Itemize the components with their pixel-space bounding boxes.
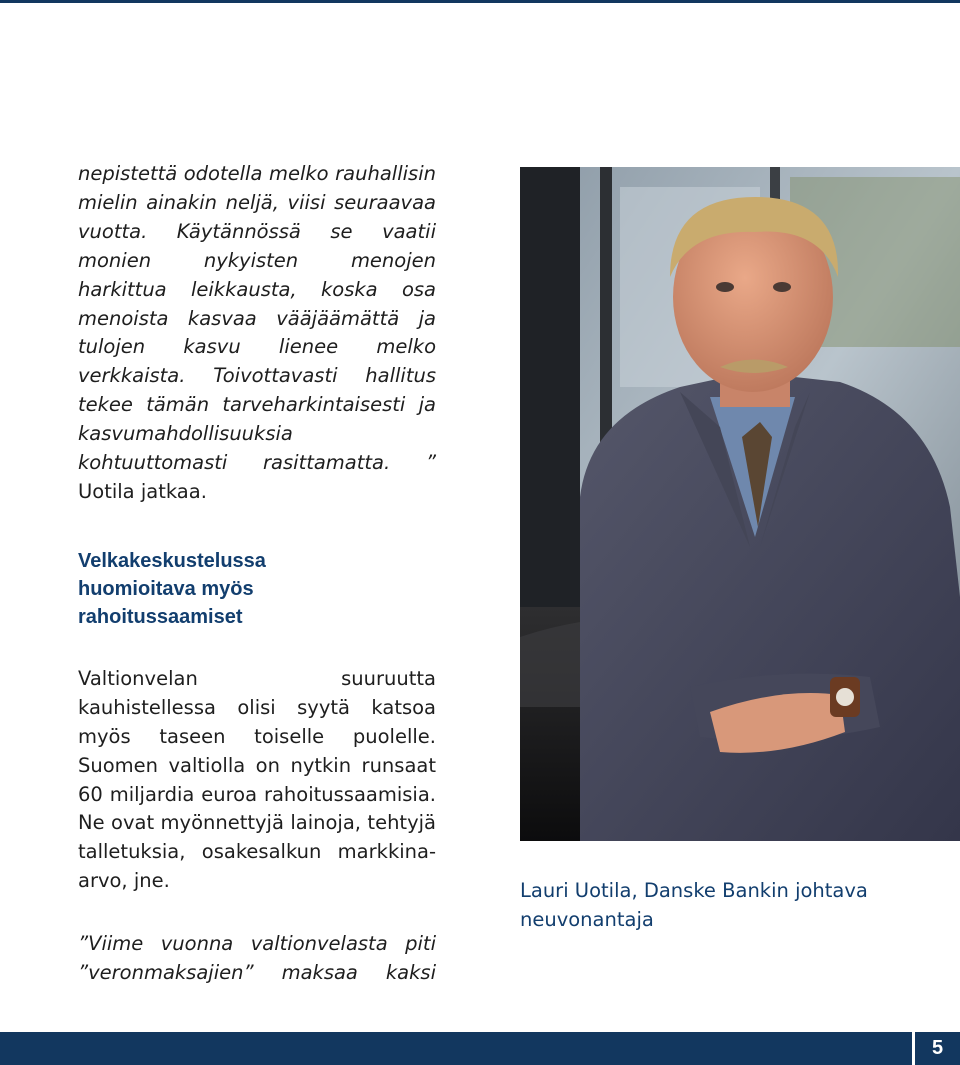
quote-paragraph — [78, 160, 436, 507]
quote-text: nepistettä odotella melko rauhallisin mielin ainakin neljä, viisi seuraavaa vuotta. Käytännössä se vaatii monien nykyisten menojen harkittua leikkausta, koska osa menoista kasvaa vääjäämättä ja tulojen kasvu lienee melko verkkaista. Toivottavasti hallitus tekee tämän tarveharkintaisesti ja kasvumahdollisuuksia kohtuuttomasti rasittamatta. ” — [78, 162, 436, 475]
footer-bar — [0, 1032, 960, 1065]
closing-quote-paragraph: ”Viime vuonna valtionvelasta piti ”veronmaksajien” maksaa kaksi — [78, 932, 436, 985]
section-heading-line-3: rahoitussaamiset — [78, 605, 243, 628]
quote-attribution: Uotila jatkaa. — [78, 479, 207, 503]
body-paragraph: Valtionvelan suuruutta kauhistellessa olisi syytä katsoa myös taseen toiselle puolelle. Suomen valtiolla on nytkin runsaat 60 miljardia euroa rahoitussaamisia. Ne ovat myönnettyjä lainoja, tehtyjä talletuksia, osakesalkun markkina-arvo, jne. — [78, 666, 436, 893]
section-heading — [78, 547, 436, 631]
top-rule — [0, 0, 960, 3]
section-heading-line-2: huomioitava myös — [78, 577, 254, 600]
portrait-photo — [520, 167, 960, 841]
photo-caption: Lauri Uotila, Danske Bankin johtava neuvonantaja — [520, 879, 868, 931]
article-column — [78, 160, 436, 988]
section-heading-line-1: Velkakeskustelussa — [78, 549, 266, 572]
page-number: 5 — [912, 1032, 960, 1065]
